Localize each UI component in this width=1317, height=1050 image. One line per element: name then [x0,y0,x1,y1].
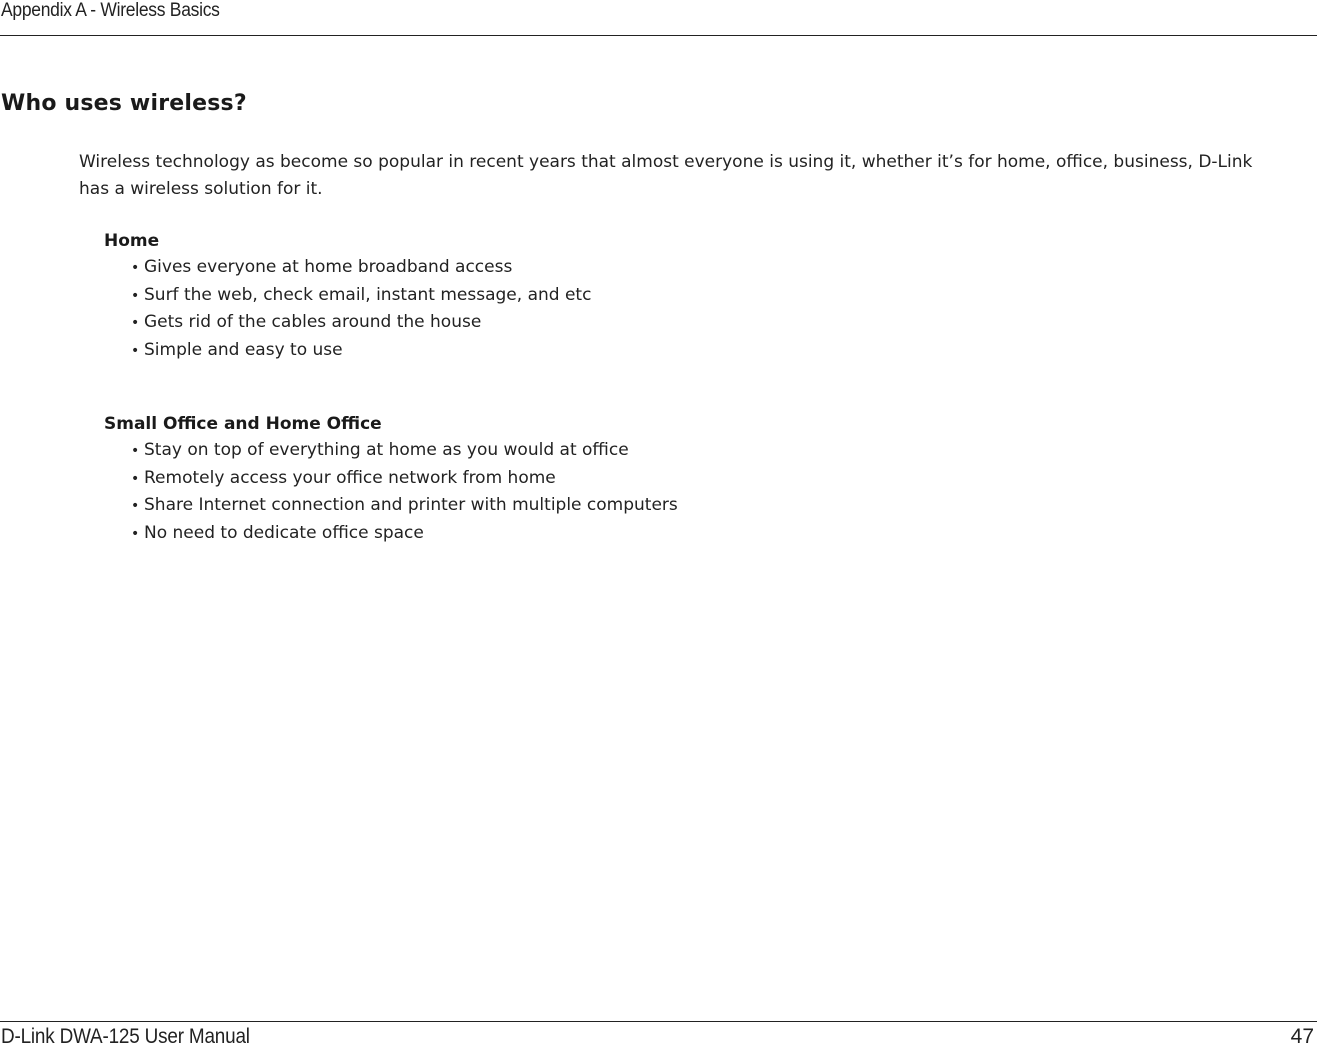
list-item: • Share Internet connection and printer with multiple computers [131,492,678,520]
page-number: 47 [1290,1025,1314,1048]
list-item: • Simple and easy to use [131,337,591,365]
intro-paragraph: Wireless technology as become so popular in recent years that almost everyone is using it, whether it’s for home, office, business, D-Link has a wireless solution for it. [79,152,1253,199]
group-small-office [104,411,678,547]
bullet-list-home [104,254,591,364]
running-header: Appendix A - Wireless Basics [1,0,220,21]
group-title-home: Home [104,231,160,251]
header-divider [0,35,1317,36]
list-item: • Gives everyone at home broadband access [131,254,591,282]
list-item: • Stay on top of everything at home as you would at office [131,437,678,465]
footer-divider [0,1021,1317,1022]
footer-manual-title: D-Link DWA-125 User Manual [1,1025,250,1048]
group-title-small-office: Small Office and Home Office [104,414,382,434]
section-heading: Who uses wireless? [1,91,247,116]
list-item: • Remotely access your office network from home [131,465,678,493]
list-item: • Surf the web, check email, instant message, and etc [131,282,591,310]
list-item: • Gets rid of the cables around the house [131,309,591,337]
bullet-list-small-office [104,437,678,547]
group-home [104,228,591,364]
list-item: • No need to dedicate office space [131,520,678,548]
